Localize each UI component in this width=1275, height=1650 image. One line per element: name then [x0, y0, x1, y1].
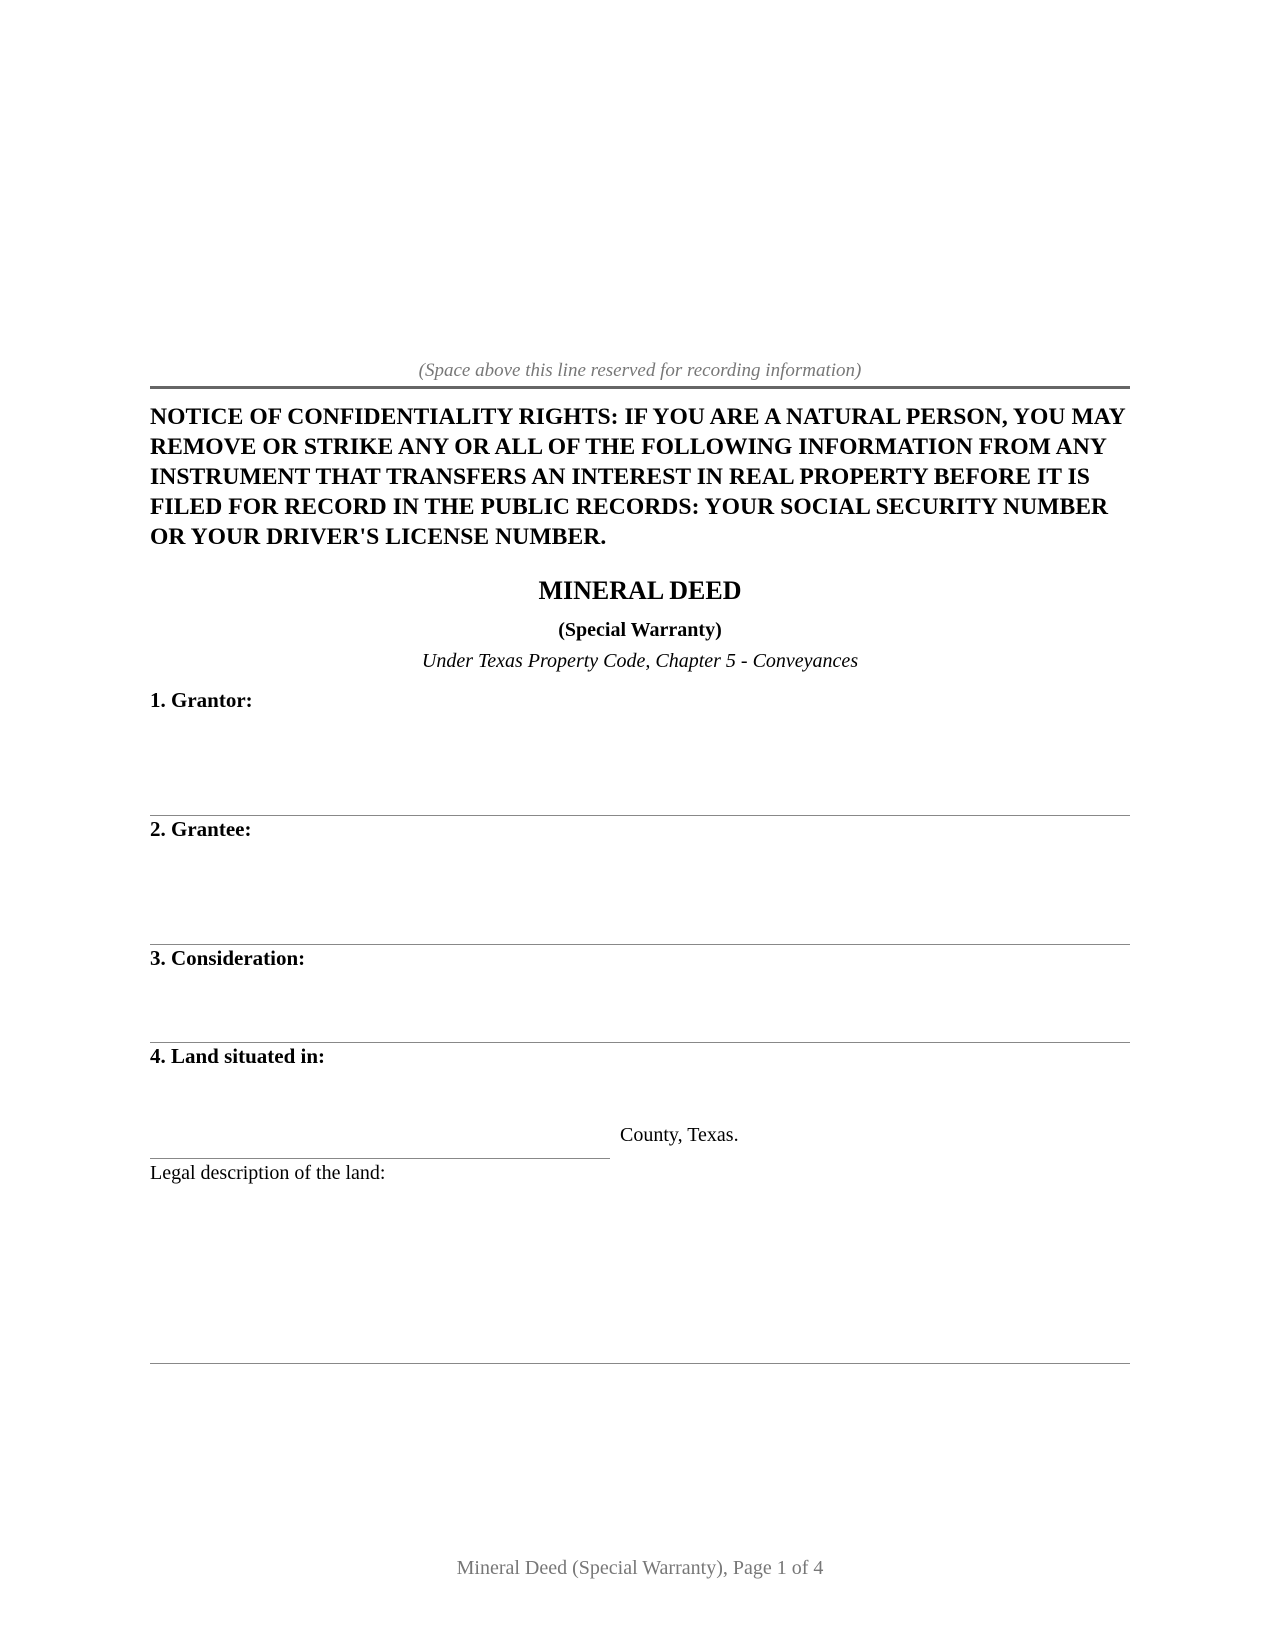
legal-description-field[interactable] — [150, 1195, 1130, 1355]
legal-description-fill-line — [150, 1363, 1130, 1364]
grantor-label: 1. Grantor: — [150, 688, 253, 712]
county-fill-line — [150, 1158, 610, 1159]
consideration-label: 3. Consideration: — [150, 946, 306, 970]
recording-reserved-note: (Space above this line reserved for recording information) — [418, 360, 862, 381]
grantee-fill-line — [150, 944, 1130, 945]
land-situated-label: 4. Land situated in: — [150, 1044, 326, 1068]
consideration-field[interactable] — [150, 978, 1130, 1038]
statute-reference: Under Texas Property Code, Chapter 5 - Conveyances — [421, 650, 859, 672]
consideration-fill-line — [150, 1042, 1130, 1043]
confidentiality-notice: NOTICE OF CONFIDENTIALITY RIGHTS: IF YOU ARE A NATURAL PERSON, YOU MAY REMOVE OR STRIKE ANY OR ALL OF THE FOLLOWING INFORMATION FROM ANY INSTRUMENT THAT TRANSFERS AN INTEREST IN REAL PROPERTY BEFORE IT IS FILED FOR RECORD IN THE PUBLIC RECORDS: YOUR SOCIAL SECURITY NUMBER OR YOUR DRIVER'S LICENSE NUMBER. — [150, 404, 1125, 550]
recording-divider — [150, 386, 1130, 389]
grantor-fill-line — [150, 815, 1130, 816]
document-subtitle: (Special Warranty) — [558, 619, 722, 641]
grantee-field[interactable] — [150, 850, 1130, 930]
page-footer: Mineral Deed (Special Warranty), Page 1 of 4 — [456, 1557, 824, 1579]
document-title: MINERAL DEED — [538, 576, 742, 605]
county-field[interactable] — [150, 1124, 610, 1154]
grantor-field[interactable] — [150, 720, 1130, 800]
county-suffix: County, Texas. — [620, 1124, 739, 1146]
grantee-label: 2. Grantee: — [150, 817, 252, 841]
legal-description-label: Legal description of the land: — [150, 1162, 386, 1184]
